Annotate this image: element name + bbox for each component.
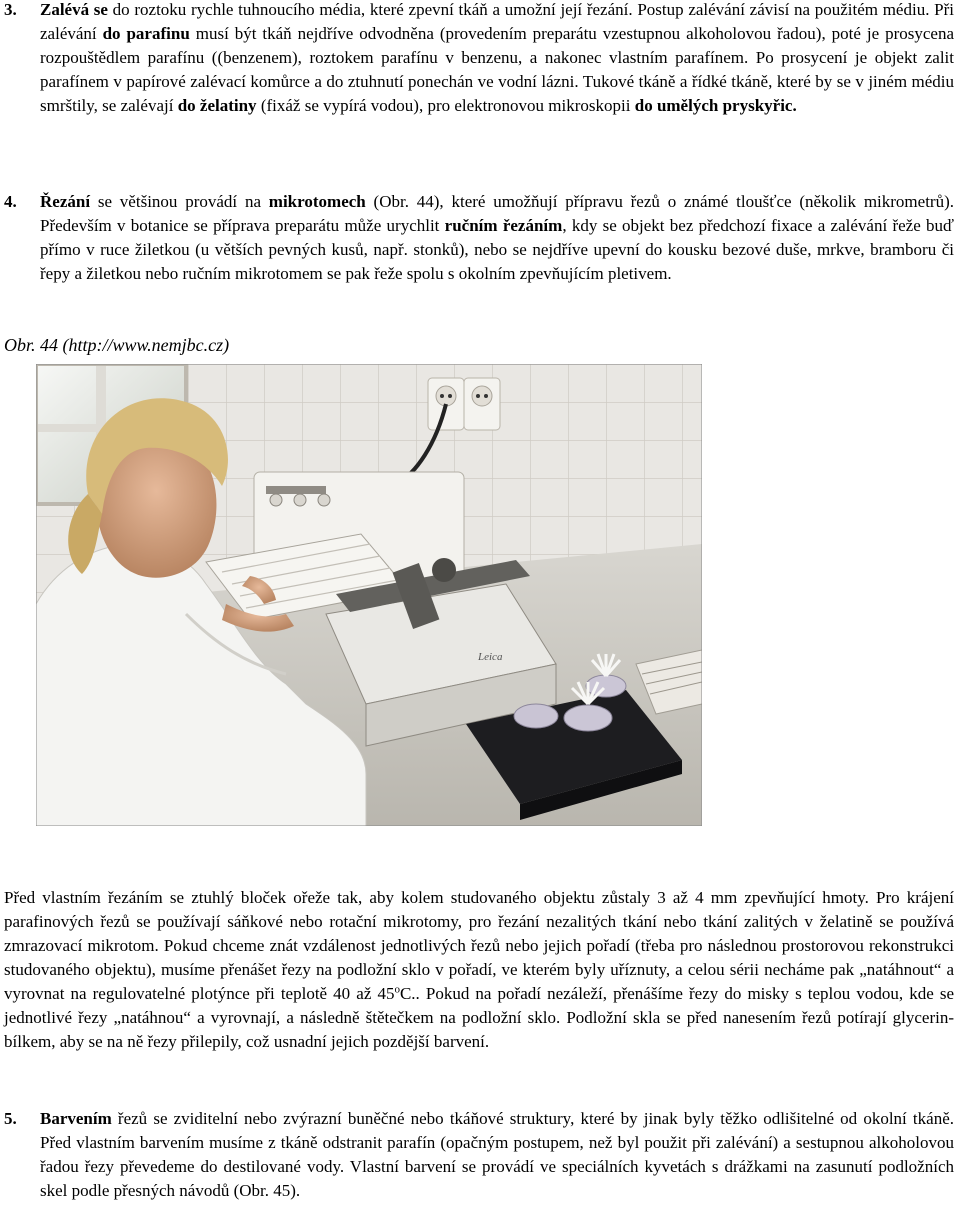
term-pryskyrice: do umělých pryskyřic. xyxy=(634,96,797,115)
figure-caption: Obr. 44 (http://www.nemjbc.cz) xyxy=(4,335,230,355)
term-zelatina: do želatiny xyxy=(177,96,257,115)
item-text: Zalévá se do roztoku rychle tuhnoucího média, které zpevní tkáň a umožní její řezání. Postup zalévání závisí na použitém médiu. Při zalévání do parafinu musí být tkáň nejdříve odvodněna (provedením preparátu vzestupnou alkoholovou řadou), poté je prosycena rozpouštědlem parafínu ((benzenem), roztokem parafínu v benzenu, a nakonec vlastním parafínem. Po prosycení je objekt zalit parafínem v papírové zalévací komůrce a do ztuhnutí ponechán ve vodní lázni. Tukové tkáně a řídké tkáně, které by se v jiném médiu smrštily, se zalévají do želatiny (fixáž se vypírá vodou), pro elektronovou mikroskopii do umělých pryskyřic. xyxy=(40,0,954,115)
term-parafin: do parafinu xyxy=(102,24,190,43)
item-number: 3. xyxy=(4,0,17,19)
term-barveni: Barvením xyxy=(40,1109,112,1128)
microtome-photo xyxy=(36,364,702,826)
term-mikrotom: mikrotomech xyxy=(268,192,366,211)
item-text: Řezání se většinou provádí na mikrotomech (Obr. 44), které umožňují přípravu řezů o známé tloušťce (několik mikrometrů). Především v botanice se příprava preparátu může urychlit ručním řezáním, kdy se objekt bez předchozí fixace a zalévání řeže buď přímo v ruce žiletkou (u větších pevných kusů, např. stonků), nebo se nejdříve upevní do kousku bezové duše, mrkve, bramboru či řepy a žiletkou nebo ručním mikrotomem se pak řeže spolu s okolním zpevňujícím pletivem. xyxy=(40,192,954,283)
degree-mark: o xyxy=(394,983,400,996)
list-item-5 xyxy=(4,1107,954,1203)
microtome-brand: Leica xyxy=(478,651,503,663)
term-zaleva: Zalévá se xyxy=(40,0,108,19)
list-item-4 xyxy=(4,190,954,286)
term-rucni-rezani: ručním řezáním xyxy=(444,216,563,235)
body-paragraph: Před vlastním řezáním se ztuhlý bloček ořeže tak, aby kolem studovaného objektu zůstaly 3 až 4 mm zpevňující hmoty. Pro krájení parafinových řezů se používají sáňkové nebo rotační mikrotomy, pro řezání nezalitých tkání nebo tkání zalitých v želatině se používá zmrazovací mikrotom. Pokud chceme znát vzdálenost jednotlivých řezů nebo jejich pořadí (třeba pro následnou prostorovou rekonstrukci studovaného objektu), musíme přenášet řezy na podložní sklo v pořadí, ve kterém byly uříznuty, a celou sérii necháme pak „natáhnout“ a vyrovnat na regulovatelné plotýnce při teplotě 40 až 45$^o$C.. Pokud na pořadí nezáleží, přenášíme řezy do misky s teplou vodou, kde se jednotlivé řezy „natáhnou“ a vyrovnají, a následně štětečkem na podložní sklo. Podložní skla se před nanesením řezů potírají glycerin-bílkem, aby se na ně řezy přilepily, což usnadní jejich pozdější barvení. xyxy=(4,888,954,1051)
term-rezani: Řezání xyxy=(40,192,91,211)
item-text: Barvením řezů se zviditelní nebo zvýrazní buněčné nebo tkáňové struktury, které by jinak byly těžko odlišitelné od okolní tkáně. Před vlastním barvením musíme z tkáně odstranit parafín (opačným postupem, než byl použit při zalévání) a sestupnou alkoholovou řadou řezy převedeme do destilované vody. Vlastní barvení se provádí ve speciálních kyvetách s drážkami na zasunutí podložních skel podle přesných návodů (Obr. 45). xyxy=(40,1109,954,1200)
item-number: 4. xyxy=(4,192,17,211)
item-number: 5. xyxy=(4,1109,17,1128)
list-item-3 xyxy=(4,0,954,118)
